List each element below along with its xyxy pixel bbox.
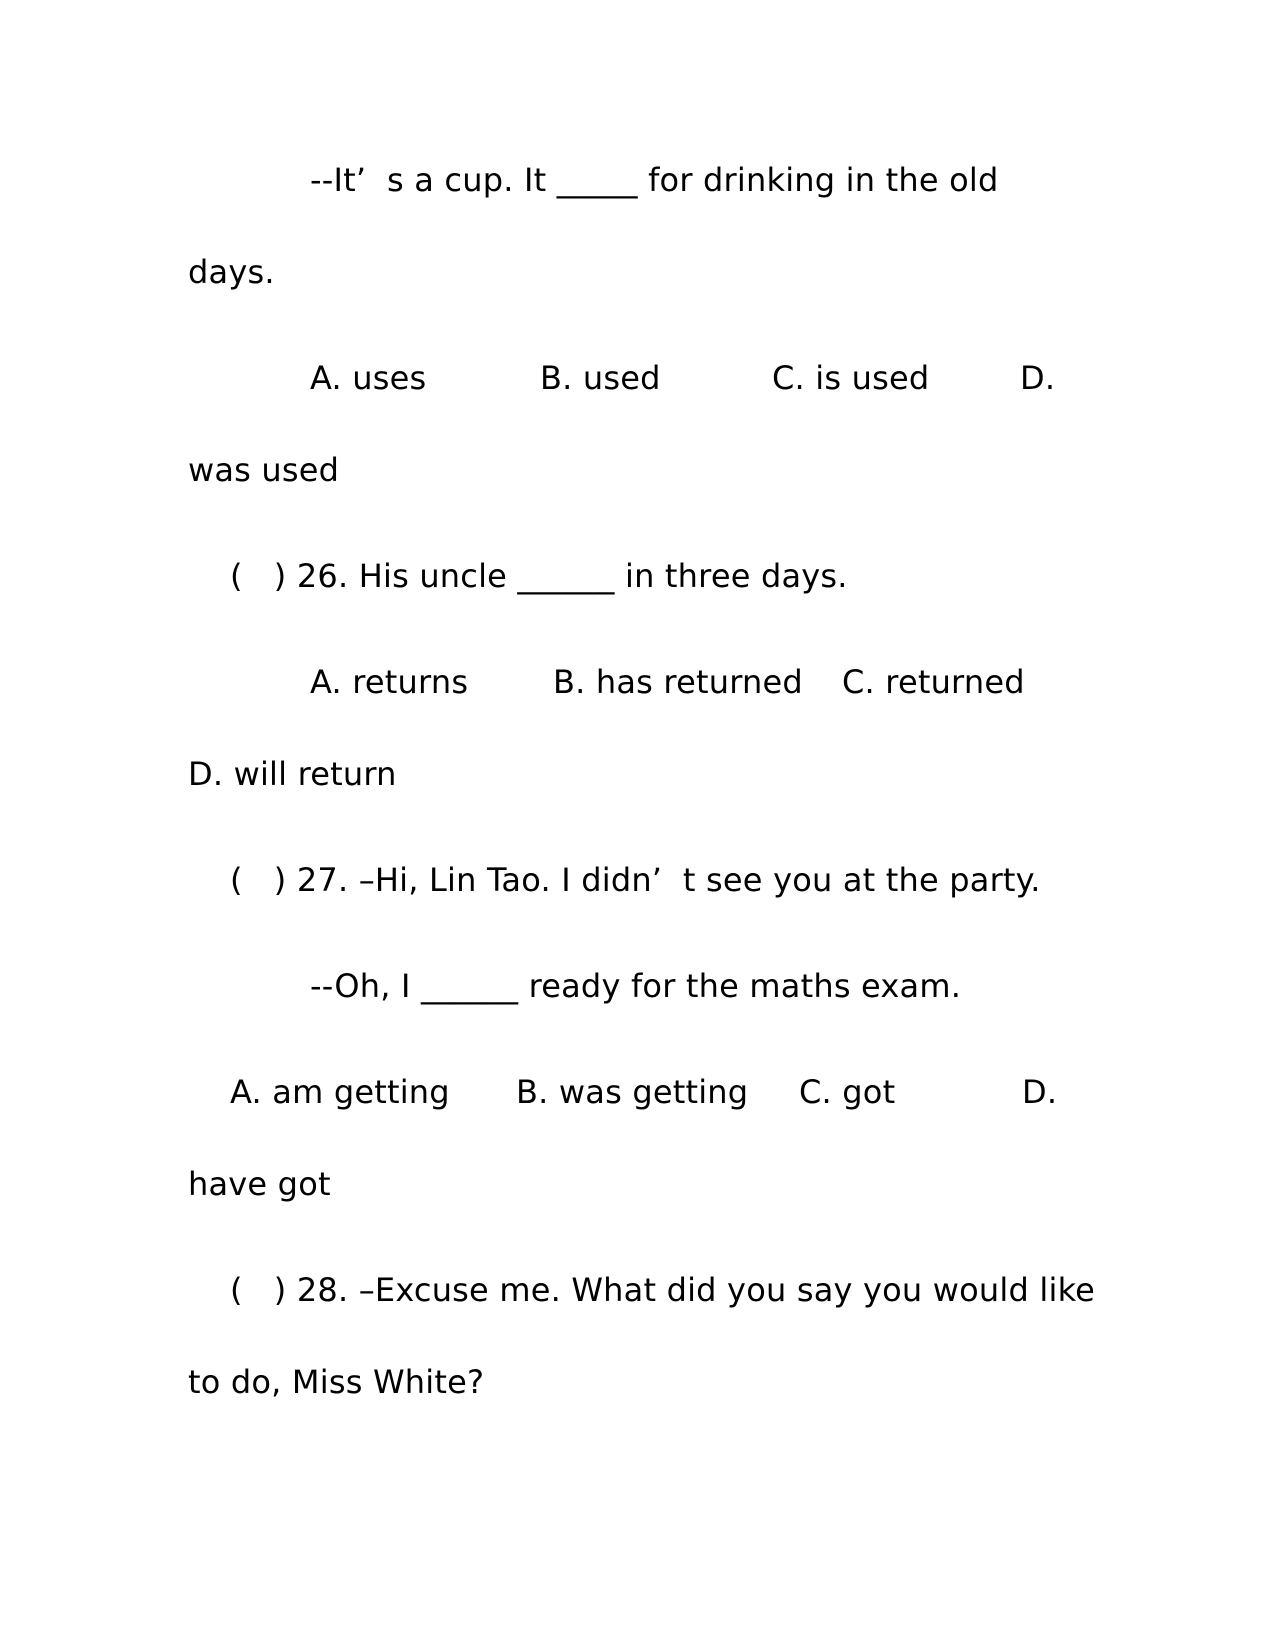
question-26-option-c: C. returned [842, 663, 1025, 701]
question-27-option-b: B. was getting [516, 1073, 749, 1111]
question-25-option-d-text: was used [188, 451, 340, 489]
question-27-answer-line: --Oh, I ______ ready for the maths exam. [310, 967, 962, 1005]
question-28-stem-continuation: to do, Miss White? [188, 1363, 485, 1401]
question-27-option-d-text: have got [188, 1165, 331, 1203]
question-27-stem: ( ) 27. –Hi, Lin Tao. I didn’ t see you at the party. [230, 861, 1041, 899]
question-27-option-a: A. am getting [230, 1073, 450, 1111]
question-26-option-a: A. returns [310, 663, 469, 701]
question-25-option-a: A. uses [310, 359, 427, 397]
question-25-option-d-letter: D. [1020, 359, 1056, 397]
question-25-answer-line: --It’ s a cup. It _____ for drinking in the old [310, 161, 999, 199]
question-25-option-b: B. used [540, 359, 661, 397]
question-26-option-d: D. will return [188, 755, 397, 793]
question-28-stem: ( ) 28. –Excuse me. What did you say you would like [230, 1271, 1096, 1309]
question-27-option-c: C. got [799, 1073, 896, 1111]
question-25-answer-continuation: days. [188, 253, 275, 291]
question-26-stem: ( ) 26. His uncle ______ in three days. [230, 557, 848, 595]
question-27-option-d-letter: D. [1022, 1073, 1058, 1111]
question-25-option-c: C. is used [772, 359, 930, 397]
question-26-option-b: B. has returned [553, 663, 803, 701]
